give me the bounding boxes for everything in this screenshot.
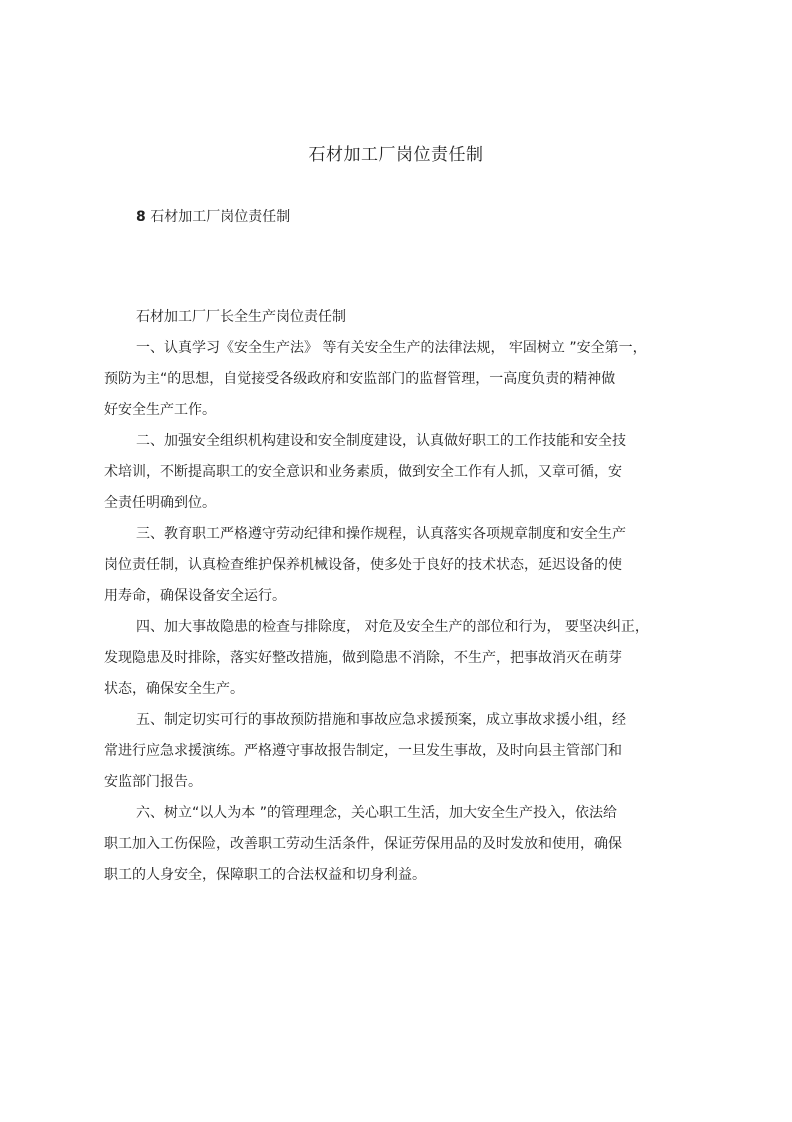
paragraph-line: 岗位责任制，认真检查维护保养机械设备，使多处于良好的技术状态，延迟设备的使 <box>104 557 622 573</box>
section-title: 石材加工厂岗位责任制 <box>150 209 291 225</box>
paragraph-line: 预防为主“的思想，自觉接受各级政府和安监部门的监督管理，一高度负责的精神做 <box>104 371 616 387</box>
paragraph-line: 全责任明确到位。 <box>104 495 216 511</box>
paragraph-line: 发现隐患及时排除，落实好整改措施，做到隐患不消除，不生产，把事故消灭在萌芽 <box>104 650 622 666</box>
paragraph-1 <box>104 333 704 426</box>
document-title: 石材加工厂岗位责任制 <box>308 145 484 165</box>
paragraph-line: 好安全生产工作。 <box>104 402 216 418</box>
paragraph-line: 一、认真学习《安全生产法》 等有关安全生产的法律法规， 牢固树立 ”安全第一， <box>136 340 647 356</box>
paragraph-line: 状态，确保安全生产。 <box>104 681 244 697</box>
paragraph-6 <box>104 798 704 891</box>
paragraph-line: 三、教育职工严格遵守劳动纪律和操作规程，认真落实各项规章制度和安全生产 <box>136 526 626 542</box>
section-number: 8 <box>136 209 146 225</box>
section-heading <box>136 206 290 226</box>
sub-heading: 石材加工厂厂长全生产岗位责任制 <box>136 309 346 325</box>
paragraph-line: 二、加强安全组织机构建设和安全制度建设，认真做好职工的工作技能和安全技 <box>136 433 626 449</box>
paragraph-line: 常进行应急求援演练。严格遵守事故报告制定，一旦发生事故，及时向县主管部门和 <box>104 743 622 759</box>
paragraph-line: 用寿命，确保设备安全运行。 <box>104 588 286 604</box>
paragraph-2 <box>104 426 704 519</box>
document-body <box>104 302 704 891</box>
paragraph-4 <box>104 612 704 705</box>
paragraph-line: 六、树立“以人为本 ”的管理理念，关心职工生活，加大安全生产投入，依法给 <box>136 805 617 821</box>
paragraph-line: 五、制定切实可行的事故预防措施和事故应急求援预案，成立事故求援小组，经 <box>136 712 626 728</box>
paragraph-line: 职工加入工伤保险，改善职工劳动生活条件，保证劳保用品的及时发放和使用，确保 <box>104 836 622 852</box>
paragraph-3 <box>104 519 704 612</box>
paragraph-5 <box>104 705 704 798</box>
paragraph-line: 四、加大事故隐患的检查与排除度， 对危及安全生产的部位和行为， 要坚决纠正， <box>136 619 649 635</box>
paragraph-line: 安监部门报告。 <box>104 774 202 790</box>
paragraph-line: 职工的人身安全，保障职工的合法权益和切身利益。 <box>104 867 426 883</box>
paragraph-line: 术培训，不断提高职工的安全意识和业务素质，做到安全工作有人抓，又章可循，安 <box>104 464 622 480</box>
